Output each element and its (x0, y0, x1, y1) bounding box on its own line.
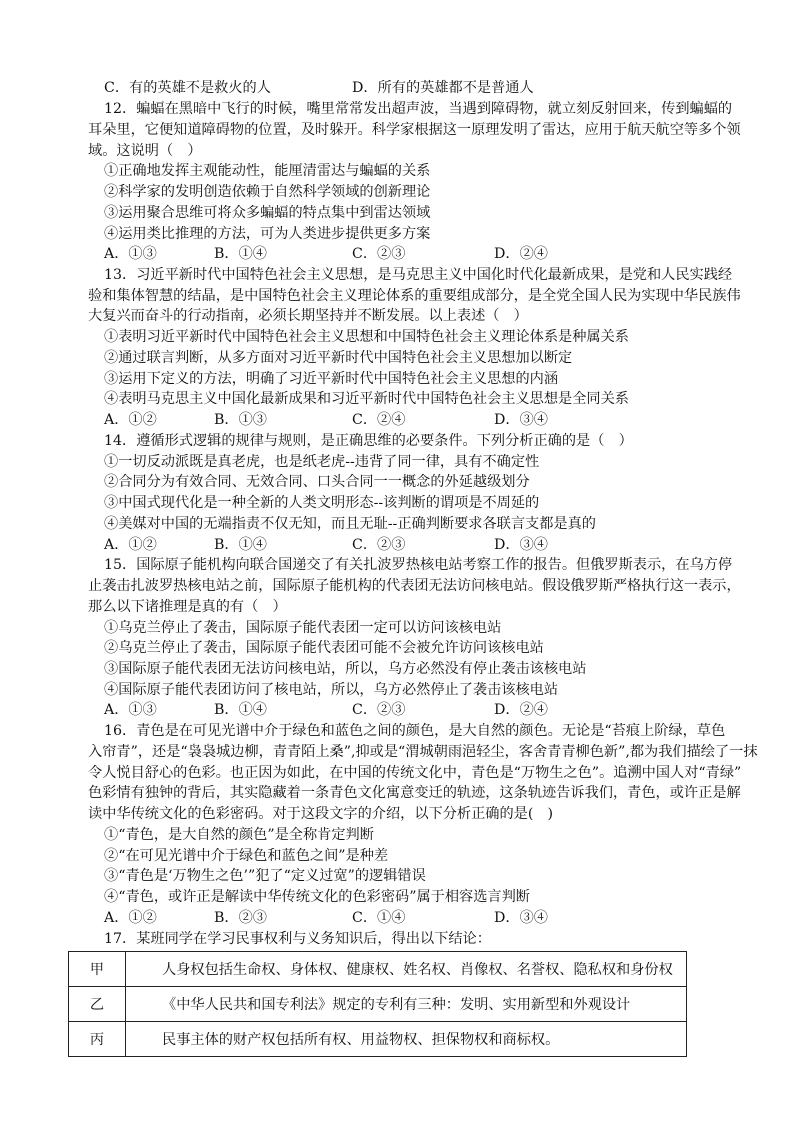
q14-option-b: B．①④ (214, 537, 267, 553)
q12-stem-line-1: 12．蝙蝠在黑暗中飞行的时候，嘴里常常发出超声波，当遇到障碍物，就立刻反射回来，传到蝙蝠的 (104, 101, 733, 117)
q14-stem-line-1: 14．遵循形式逻辑的规律与规则，是正确思维的必要条件。下列分析正确的是（ ） (104, 433, 633, 449)
q13-stem-line-3: 大复兴而奋斗的行动指南，必须长期坚持并不断发展。以上表述（ ） (88, 308, 528, 324)
q15-option-a: A．①③ (104, 702, 157, 718)
table-row (69, 952, 687, 987)
q15-item-2: ②乌克兰停止了袭击，国际原子能代表团可能不会被允许访问该核电站 (104, 640, 544, 656)
q12-option-a: A．①③ (104, 246, 157, 262)
q13-item-4: ④表明马克思主义中国化最新成果和习近平新时代中国特色社会主义思想是全同关系 (104, 391, 629, 407)
q16-option-c: C．①④ (352, 910, 406, 926)
q15-stem-line-2: 止袭击扎波罗热核电站之前，国际原子能机构的代表团无法访问核电站。假设俄罗斯严格执行这一表示， (88, 578, 741, 594)
q16-stem-line-2: 入帘青”，还是“袅袅城边柳，青青陌上桑”,抑或是“渭城朝雨浥轻尘，客舍青青柳色新”,都为我们描绘了一抹 (88, 744, 758, 760)
q14-option-d: D．③④ (494, 537, 548, 553)
q14-item-3: ③中国式现代化是一种全新的人类文明形态--该判断的谓项是不周延的 (104, 495, 540, 511)
q13-option-b: B．①③ (214, 412, 267, 428)
table-row (69, 1022, 687, 1057)
row-key: 乙 (69, 987, 126, 1022)
q13-item-3: ③运用下定义的方法，明确了习近平新时代中国特色社会主义思想的内涵 (104, 371, 559, 387)
q16-item-2: ②“在可见光谱中介于绿色和蓝色之间”是种差 (104, 848, 389, 864)
q12-stem-line-2: 耳朵里，它便知道障碍物的位置，及时躲开。科学家根据这一原理发明了雷达，应用于航天航空等多个领 (88, 122, 741, 138)
q16-stem-line-3: 令人悦目舒心的色彩。也正因为如此，在中国的传统文化中，青色是“万物生之色”。追溯中国人对“青绿” (88, 765, 742, 781)
row-text: 民事主体的财产权包括所有权、用益物权、担保物权和商标权。 (126, 1022, 687, 1057)
q11-option-c: C．有的英雄不是救火的人 (104, 80, 271, 96)
q16-stem-line-5: 读中华传统文化的色彩密码。对于这段文字的介绍，以下分析正确的是( ) (88, 806, 554, 822)
q15-option-d: D．②④ (494, 702, 548, 718)
q14-item-2: ②合同分为有效合同、无效合同、口头合同一一概念的外延越级划分 (104, 474, 530, 490)
q14-item-1: ①一切反动派既是真老虎，也是纸老虎--违背了同一律，具有不确定性 (104, 454, 540, 470)
q12-option-b: B．①④ (214, 246, 267, 262)
q17-conclusion-table (68, 951, 687, 1057)
q16-option-d: D．③④ (494, 910, 548, 926)
q16-stem-line-1: 16．青色是在可见光谱中介于绿色和蓝色之间的颜色，是大自然的颜色。无论是“苔痕上阶绿，草色 (104, 723, 726, 739)
q13-option-c: C．②④ (352, 412, 406, 428)
q15-option-c: C．②③ (352, 702, 406, 718)
row-key: 丙 (69, 1022, 126, 1057)
q13-item-1: ①表明习近平新时代中国特色社会主义思想和中国特色社会主义理论体系是种属关系 (104, 329, 629, 345)
q12-item-4: ④运用类比推理的方法，可为人类进步提供更多方案 (104, 226, 431, 242)
q12-item-3: ③运用聚合思维可将众多蝙蝠的特点集中到雷达领域 (104, 205, 431, 221)
q11-option-d: D．所有的英雄都不是普通人 (352, 80, 534, 96)
q13-option-a: A．①② (104, 412, 157, 428)
q16-item-4: ④“青色，或许正是解读中华传统文化的色彩密码”属于相容选言判断 (104, 889, 530, 905)
q16-item-3: ③“青色是‘万物生之色’”犯了“定义过宽”的逻辑错误 (104, 868, 426, 884)
q16-option-b: B．②③ (214, 910, 267, 926)
q13-item-2: ②通过联言判断，从多方面对习近平新时代中国特色社会主义思想加以断定 (104, 350, 573, 366)
row-key: 甲 (69, 952, 126, 987)
q16-option-a: A．①② (104, 910, 157, 926)
q16-item-1: ①“青色，是大自然的颜色”是全称肯定判断 (104, 827, 374, 843)
q14-option-a: A．①② (104, 537, 157, 553)
q12-option-c: C．②③ (352, 246, 406, 262)
table-row (69, 987, 687, 1022)
q15-option-b: B．①④ (214, 702, 267, 718)
q14-item-4: ④美媒对中国的无端指责不仅无知，而且无耻--正确判断要求各联言支都是真的 (104, 516, 596, 532)
q12-option-d: D．②④ (494, 246, 548, 262)
q12-stem-line-3: 域。这说明（ ） (88, 143, 202, 159)
q12-item-2: ②科学家的发明创造依赖于自然科学领域的创新理论 (104, 184, 431, 200)
q14-option-c: C．②③ (352, 537, 406, 553)
q15-item-3: ③国际原子能代表团无法访问核电站，所以，乌方必然没有停止袭击该核电站 (104, 661, 587, 677)
q17-stem: 17．某班同学在学习民事权利与义务知识后，得出以下结论： (104, 931, 491, 947)
row-text: 人身权包括生命权、身体权、健康权、姓名权、肖像权、名誉权、隐私权和身份权 (126, 952, 687, 987)
q13-stem-line-1: 13．习近平新时代中国特色社会主义思想，是马克思主义中国化时代化最新成果，是党和人民实践经 (104, 267, 733, 283)
q13-option-d: D．③④ (494, 412, 548, 428)
q13-stem-line-2: 验和集体智慧的结晶，是中国特色社会主义理论体系的重要组成部分，是全党全国人民为实现中华民族伟 (88, 288, 741, 304)
q15-stem-line-3: 那么以下诸推理是真的有（ ） (88, 599, 287, 615)
q12-item-1: ①正确地发挥主观能动性，能厘清雷达与蝙蝠的关系 (104, 163, 431, 179)
row-text: 《中华人民共和国专利法》规定的专利有三种：发明、实用新型和外观设计 (126, 987, 687, 1022)
q15-stem-line-1: 15．国际原子能机构向联合国递交了有关扎波罗热核电站考察工作的报告。但俄罗斯表示，在乌方停 (104, 557, 733, 573)
q15-item-4: ④国际原子能代表团访问了核电站，所以，乌方必然停止了袭击该核电站 (104, 682, 559, 698)
q15-item-1: ①乌克兰停止了袭击，国际原子能代表团一定可以访问该核电站 (104, 620, 502, 636)
q16-stem-line-4: 色彩情有独钟的背后，其实隐藏着一条青色文化寓意变迁的轨迹，这条轨迹告诉我们，青色，或许正是解 (88, 785, 741, 801)
